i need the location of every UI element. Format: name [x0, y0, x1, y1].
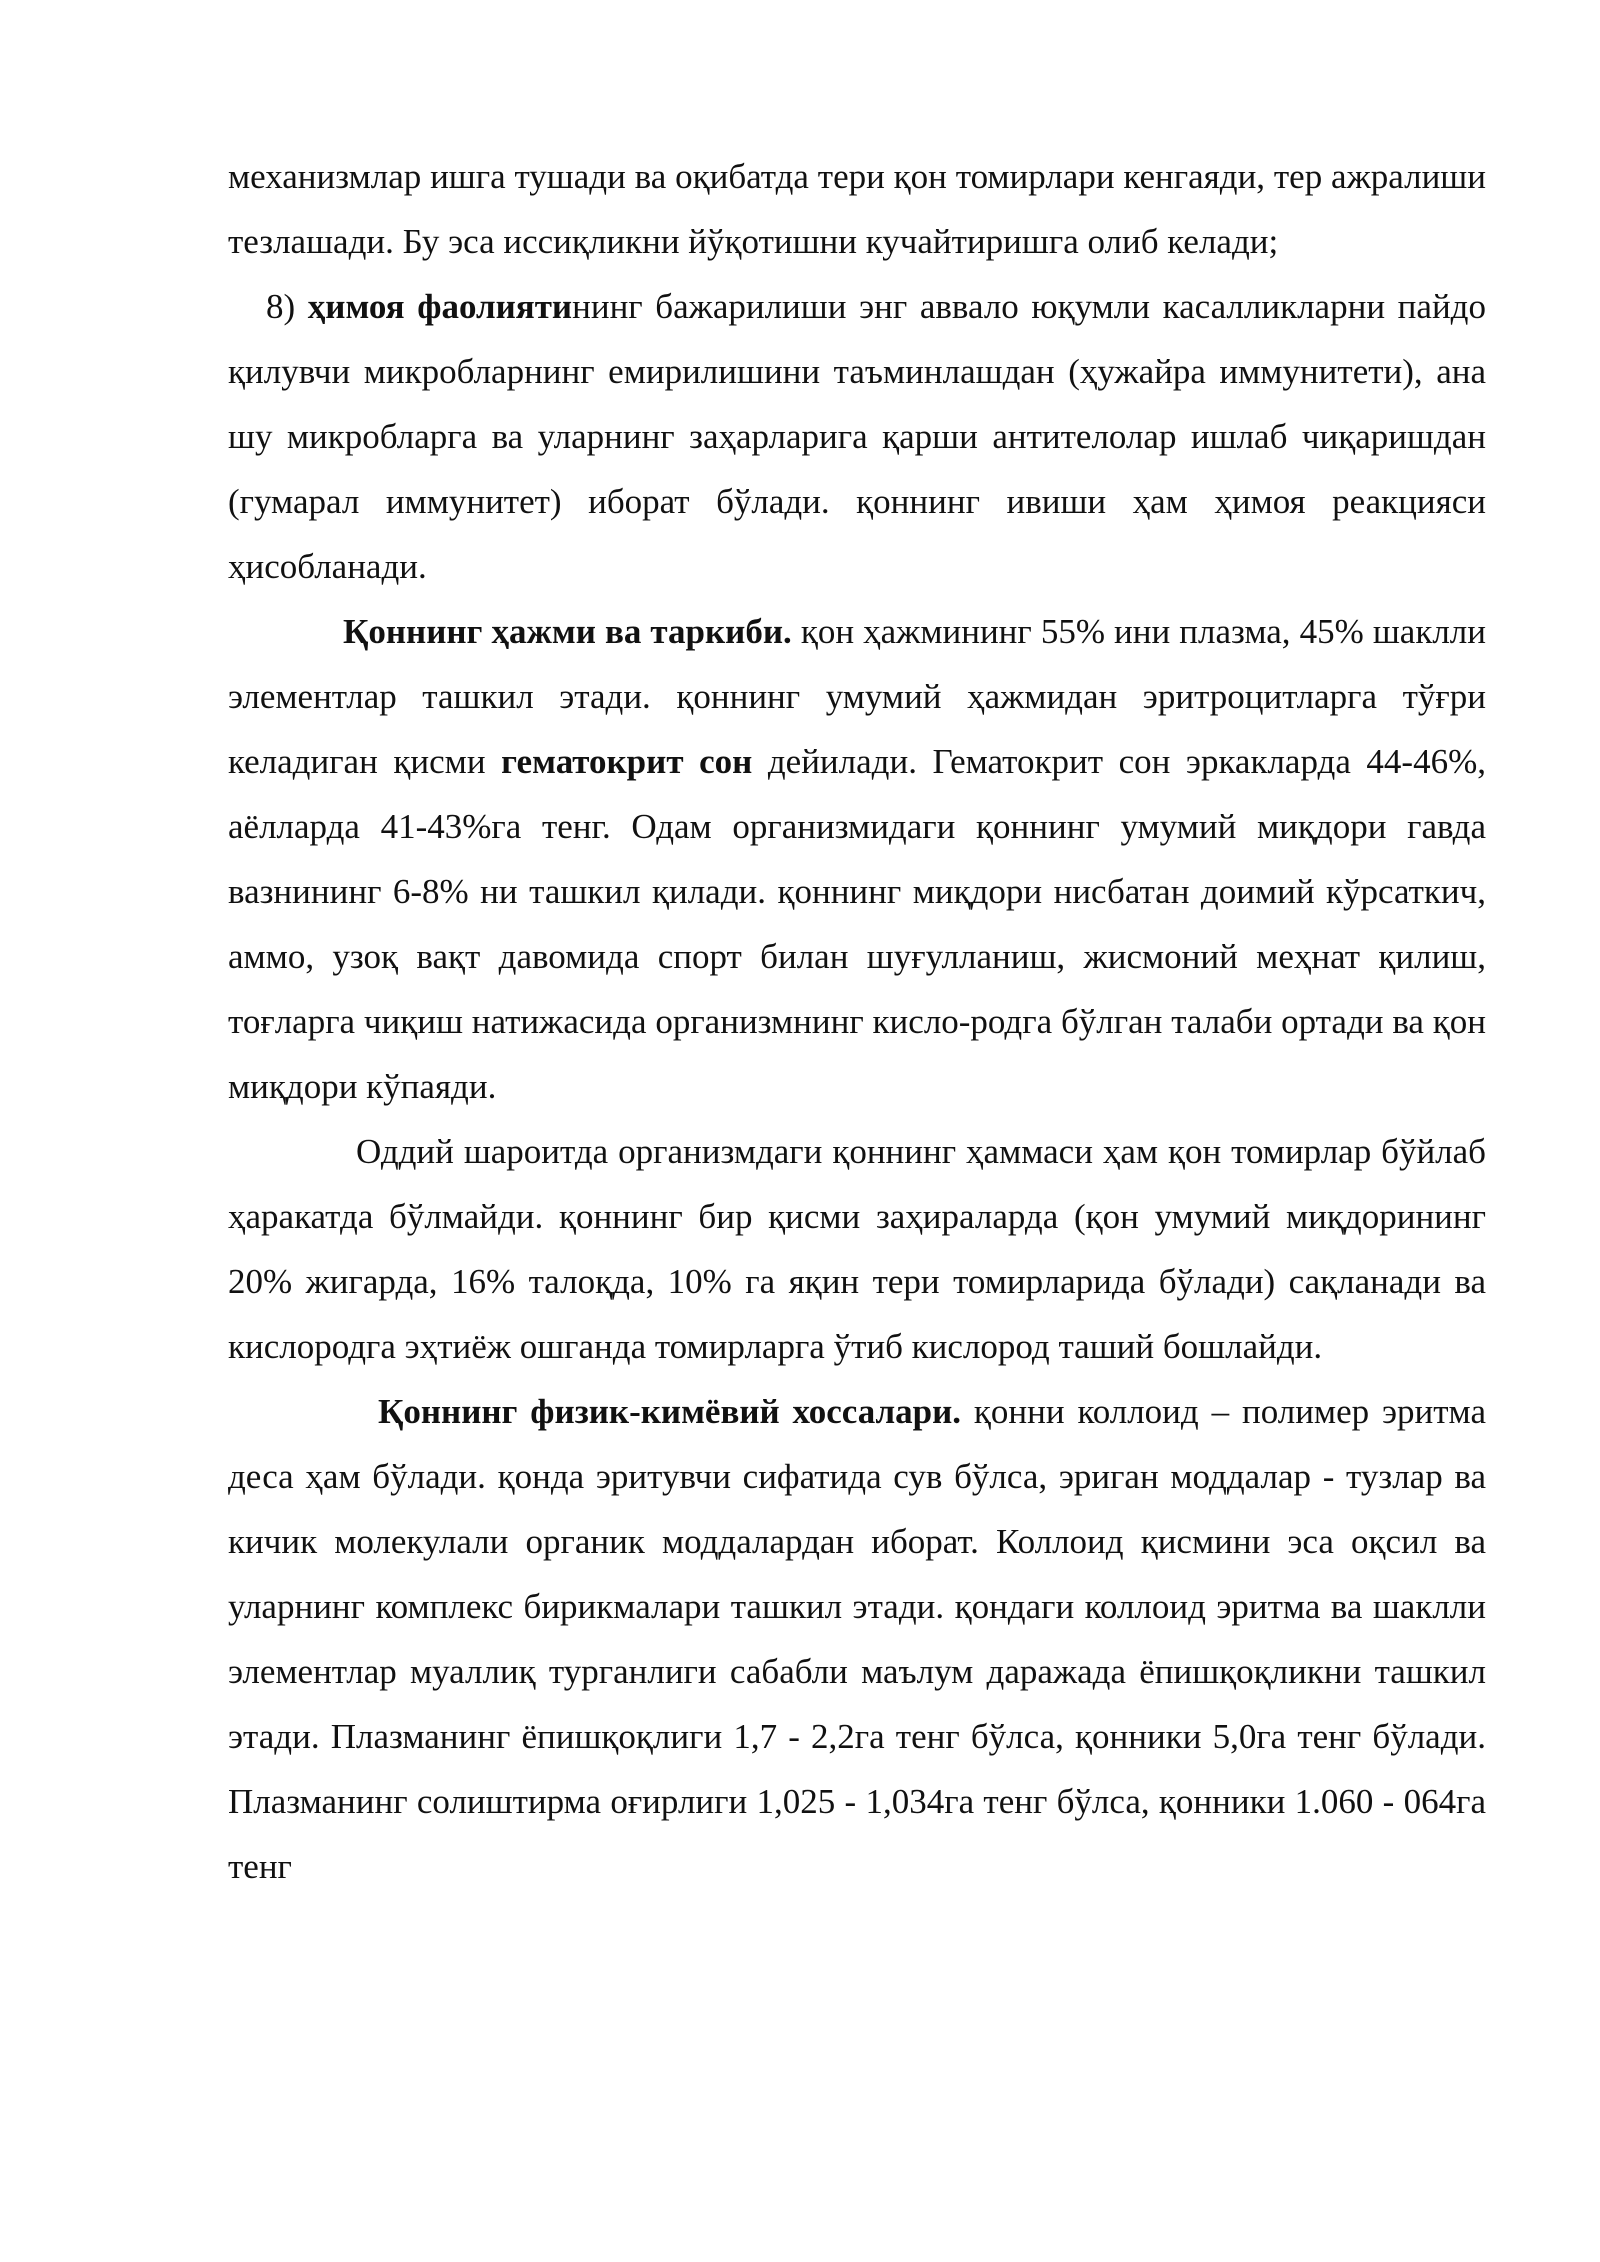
paragraph-3-text-b: дейилади. Гематокрит сон эркакларда 44-46%, аёлларда 41-43%га тенг. Одам организмидаги қоннинг умумий миқдори гавда вазнининг 6-8% ни ташкил қилади. қоннинг миқдори нисбатан доимий кўрсаткич, аммо, узоқ вақт давомида спорт билан шуғулланиш, жисмоний меҳнат қилиш, тоғларга чиқиш натижасида организмнинг кисло-родга бўлган талаби ортади ва қон миқдори кўпаяди. [228, 742, 1486, 1106]
paragraph-2-bold-term: ҳимоя фаолияти [307, 287, 573, 326]
paragraph-1-text: механизмлар ишга тушади ва оқибатда тери қон томирлари кенгаяди, тер ажралиши тезлашади. Бу эса иссиқликни йўқотишни кучайтиришга олиб келади; [228, 157, 1486, 261]
paragraph-3-text-a: қон ҳажмининг 55% ини плазма, 45% шаклли элементлар ташкил этади. қоннинг умумий ҳажмидан эритроцитларга тўғри келадиган қисми [228, 612, 1486, 781]
paragraph-5-heading: Қоннинг физик-кимёвий хоссалари. [378, 1392, 962, 1431]
paragraph-4-text: Оддий шароитда организмдаги қоннинг ҳаммаси ҳам қон томирлар бўйлаб ҳаракатда бўлмайди. қоннинг бир қисми заҳираларда (қон умумий миқдорининг 20% жигарда, 16% талоқда, 10% га яқин тери томирларида бўлади) сақланади ва кислородга эҳтиёж ошганда томирларга ўтиб кислород таший бошлайди. [228, 1132, 1486, 1366]
paragraph-5-text: қонни коллоид – полимер эритма деса ҳам бўлади. қонда эритувчи сифатида сув бўлса, эриган моддалар - тузлар ва кичик молекулали органик моддалардан иборат. Коллоид қисмини эса оқсил ва уларнинг комплекс бирикмалари ташкил этади. қондаги коллоид эритма ва шаклли элементлар муаллиқ турганлиги сабабли маълум даражада ёпишқоқликни ташкил этади. Плазманинг ёпишқоқлиги 1,7 - 2,2га тенг бўлса, қонники 5,0га тенг бўлади. Плазманинг солиштирма оғирлиги 1,025 - 1,034га тенг бўлса, қонники 1.060 - 064га тенг [228, 1392, 1486, 1886]
paragraph-2-prefix: 8) [266, 287, 308, 326]
document-body [228, 144, 1486, 1899]
paragraph-5 [228, 1379, 1486, 1899]
paragraph-4 [228, 1119, 1486, 1379]
paragraph-3-heading: Қоннинг ҳажми ва таркиби. [343, 612, 792, 651]
paragraph-3 [228, 599, 1486, 1119]
paragraph-3-bold-term: гематокрит сон [501, 742, 753, 781]
paragraph-2-text: нинг бажарилиши энг аввало юқумли касалликларни пайдо қилувчи микробларнинг емирилишини таъминлашдан (ҳужайра иммунитети), ана шу микробларга ва уларнинг заҳарларига қарши антителолар ишлаб чиқаришдан (гумарал иммунитет) иборат бўлади. қоннинг ивиши ҳам ҳимоя реакцияси ҳисобланади. [228, 287, 1486, 586]
paragraph-2 [228, 274, 1486, 599]
paragraph-1 [228, 144, 1486, 274]
